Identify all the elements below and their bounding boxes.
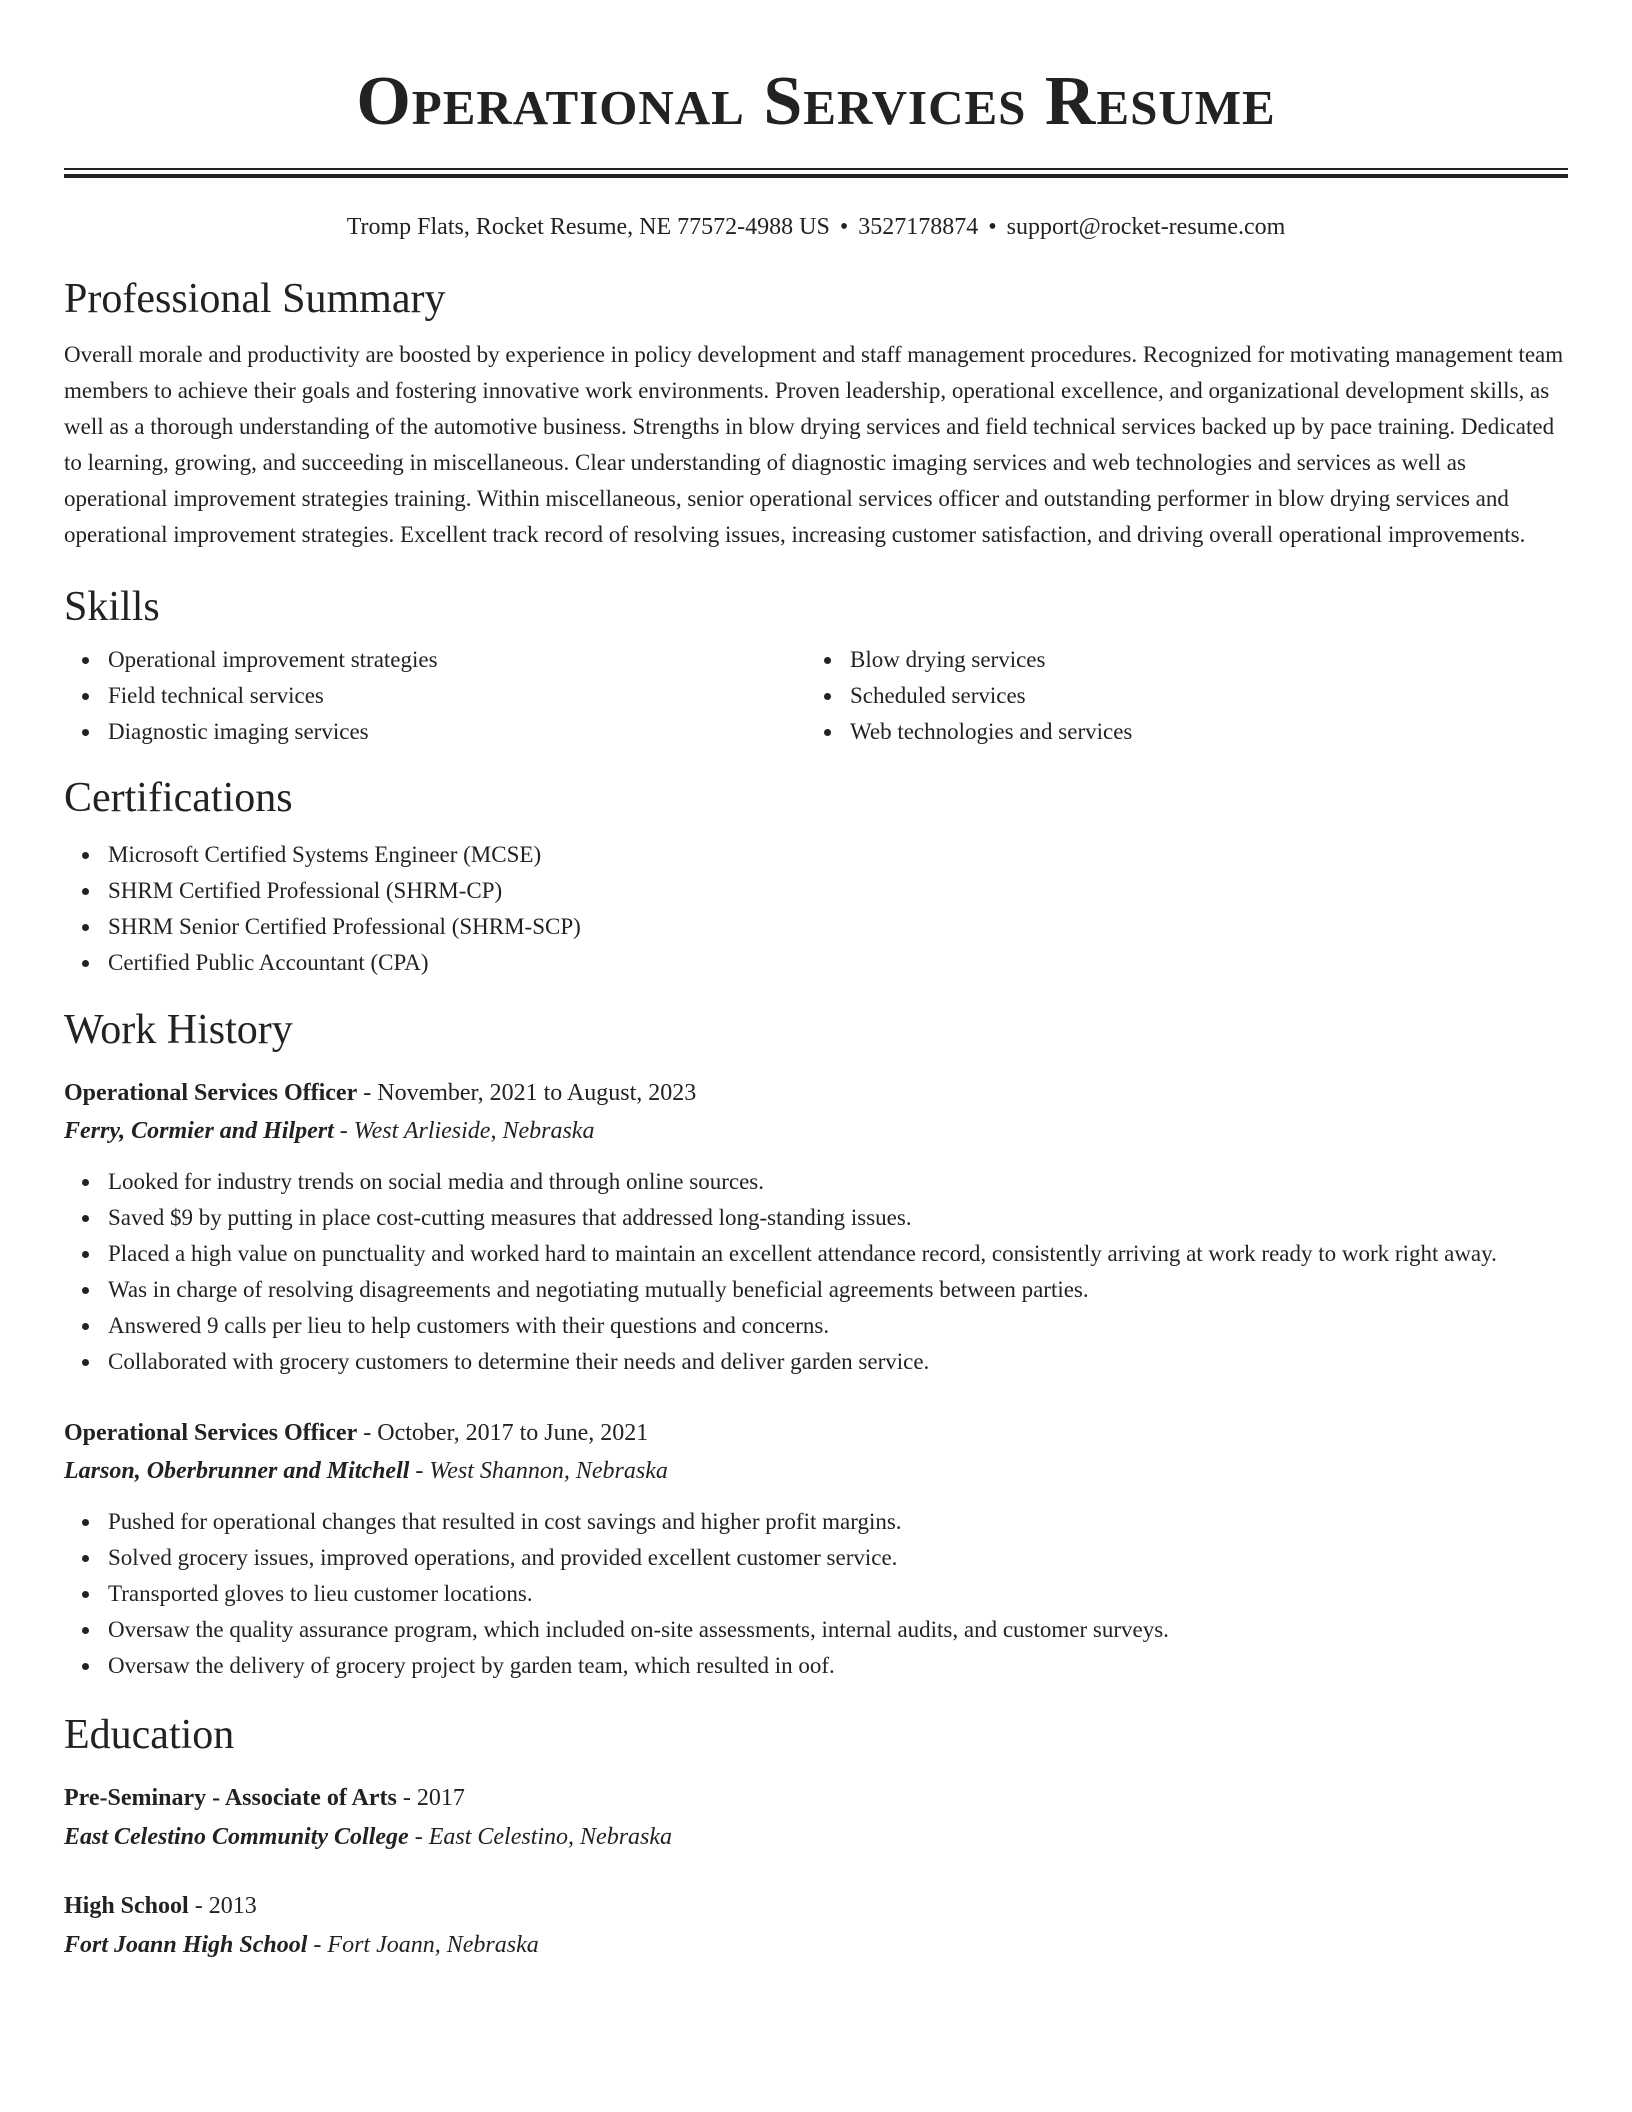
- education-school-line: [64, 1925, 1568, 1965]
- dash: -: [194, 1893, 203, 1919]
- education-heading: Education: [64, 1712, 235, 1758]
- skill-item: Scheduled services: [850, 678, 1568, 714]
- education-year: 2017: [416, 1785, 465, 1811]
- education-school: Fort Joann High School: [64, 1932, 308, 1958]
- education-title-line: [64, 1779, 1568, 1817]
- job-company-line: [64, 1112, 1568, 1150]
- skill-item: Diagnostic imaging services: [108, 714, 806, 750]
- education-title-line: [64, 1887, 1568, 1925]
- job-bullet: Placed a high value on punctuality and worked hard to maintain an excellent attendance record, consistently arriving at work ready to work right away.: [108, 1236, 1568, 1272]
- job-title-line: [64, 1074, 1568, 1112]
- job-title: Operational Services Officer: [64, 1080, 358, 1106]
- education-location: Fort Joann, Nebraska: [327, 1932, 539, 1958]
- education-location: East Celestino, Nebraska: [428, 1824, 673, 1850]
- job-bullet: Collaborated with grocery customers to determine their needs and deliver garden service.: [108, 1344, 1568, 1380]
- job-bullet: Looked for industry trends on social media and through online sources.: [108, 1164, 1568, 1200]
- title-divider: [64, 168, 1568, 178]
- skill-item: Field technical services: [108, 678, 806, 714]
- summary-text: Overall morale and productivity are boosted by experience in policy development and staff management procedures. Recognized for motivating management team members to achieve their goals and fostering innovative work environments. Proven leadership, operational excellence, and organizational development skills, as well as a thorough understanding of the automotive business. Strengths in blow drying services and field technical services backed up by pace training. Dedicated to learning, growing, and succeeding in miscellaneous. Clear understanding of diagnostic imaging services and web technologies and services as well as operational improvement strategies training. Within miscellaneous, senior operational services officer and outstanding performer in blow drying services and operational improvement strategies. Excellent track record of resolving issues, increasing customer satisfaction, and driving overall operational improvements.: [64, 342, 1564, 547]
- job-bullet: Solved grocery issues, improved operations, and provided excellent customer service.: [108, 1540, 1568, 1576]
- certifications-heading: Certifications: [64, 775, 293, 821]
- education-degree: Pre-Seminary - Associate of Arts: [64, 1785, 397, 1811]
- job-bullet: Was in charge of resolving disagreements and negotiating mutually beneficial agreements between parties.: [108, 1272, 1568, 1308]
- job-entry: [64, 1414, 1568, 1684]
- contact-email: support@rocket-resume.com: [1006, 214, 1286, 240]
- education-degree: High School: [64, 1893, 189, 1919]
- job-dates: November, 2021 to August, 2023: [377, 1080, 697, 1106]
- job-bullet: Pushed for operational changes that resulted in cost savings and higher profit margins.: [108, 1504, 1568, 1540]
- skills-heading: Skills: [64, 584, 160, 630]
- job-title: Operational Services Officer: [64, 1420, 358, 1446]
- dash: -: [414, 1824, 423, 1850]
- job-entry: [64, 1074, 1568, 1380]
- certification-item: SHRM Certified Professional (SHRM-CP): [108, 873, 1568, 909]
- skills-list-left: [64, 642, 806, 750]
- certification-item: SHRM Senior Certified Professional (SHRM-SCP): [108, 909, 1568, 945]
- skill-item: Operational improvement strategies: [108, 642, 806, 678]
- dash: -: [363, 1420, 372, 1446]
- certification-item: Certified Public Accountant (CPA): [108, 945, 1568, 981]
- education-school-line: [64, 1817, 1568, 1857]
- skills-grid: [64, 642, 1568, 750]
- job-bullet: Oversaw the quality assurance program, which included on-site assessments, internal audits, and customer surveys.: [108, 1612, 1568, 1648]
- job-location: West Shannon, Nebraska: [429, 1458, 668, 1484]
- dash: -: [339, 1118, 348, 1144]
- job-dates: October, 2017 to June, 2021: [377, 1420, 649, 1446]
- job-company: Larson, Oberbrunner and Mitchell: [64, 1458, 410, 1484]
- job-bullets: [64, 1504, 1568, 1684]
- job-bullet: Answered 9 calls per lieu to help customers with their questions and concerns.: [108, 1308, 1568, 1344]
- skill-item: Web technologies and services: [850, 714, 1568, 750]
- dash: -: [402, 1785, 411, 1811]
- job-bullet: Saved $9 by putting in place cost-cutting measures that addressed long-standing issues.: [108, 1200, 1568, 1236]
- certification-item: Microsoft Certified Systems Engineer (MCSE): [108, 837, 1568, 873]
- work-history-heading: Work History: [64, 1007, 293, 1053]
- job-company-line: [64, 1452, 1568, 1490]
- summary-heading: Professional Summary: [64, 276, 446, 322]
- job-bullet: Oversaw the delivery of grocery project by garden team, which resulted in oof.: [108, 1648, 1568, 1684]
- education-year: 2013: [208, 1893, 257, 1919]
- contact-address: Tromp Flats, Rocket Resume, NE 77572-4988 US: [346, 214, 830, 240]
- skill-item: Blow drying services: [850, 642, 1568, 678]
- skills-list-right: [806, 642, 1568, 750]
- certifications-list: [64, 837, 1568, 981]
- education-school: East Celestino Community College: [64, 1824, 409, 1850]
- page-title: Operational Services Resume: [356, 63, 1276, 140]
- dash: -: [415, 1458, 424, 1484]
- education-entry: [64, 1779, 1568, 1857]
- job-title-line: [64, 1414, 1568, 1452]
- contact-phone: 3527178874: [858, 214, 979, 240]
- contact-separator: •: [839, 214, 849, 240]
- dash: -: [363, 1080, 372, 1106]
- dash: -: [313, 1932, 322, 1958]
- education-entry: [64, 1887, 1568, 1965]
- job-bullets: [64, 1164, 1568, 1380]
- job-location: West Arlieside, Nebraska: [353, 1118, 595, 1144]
- contact-separator: •: [988, 214, 997, 240]
- job-company: Ferry, Cormier and Hilpert: [64, 1118, 334, 1144]
- job-bullet: Transported gloves to lieu customer locations.: [108, 1576, 1568, 1612]
- contact-line: [64, 211, 1568, 243]
